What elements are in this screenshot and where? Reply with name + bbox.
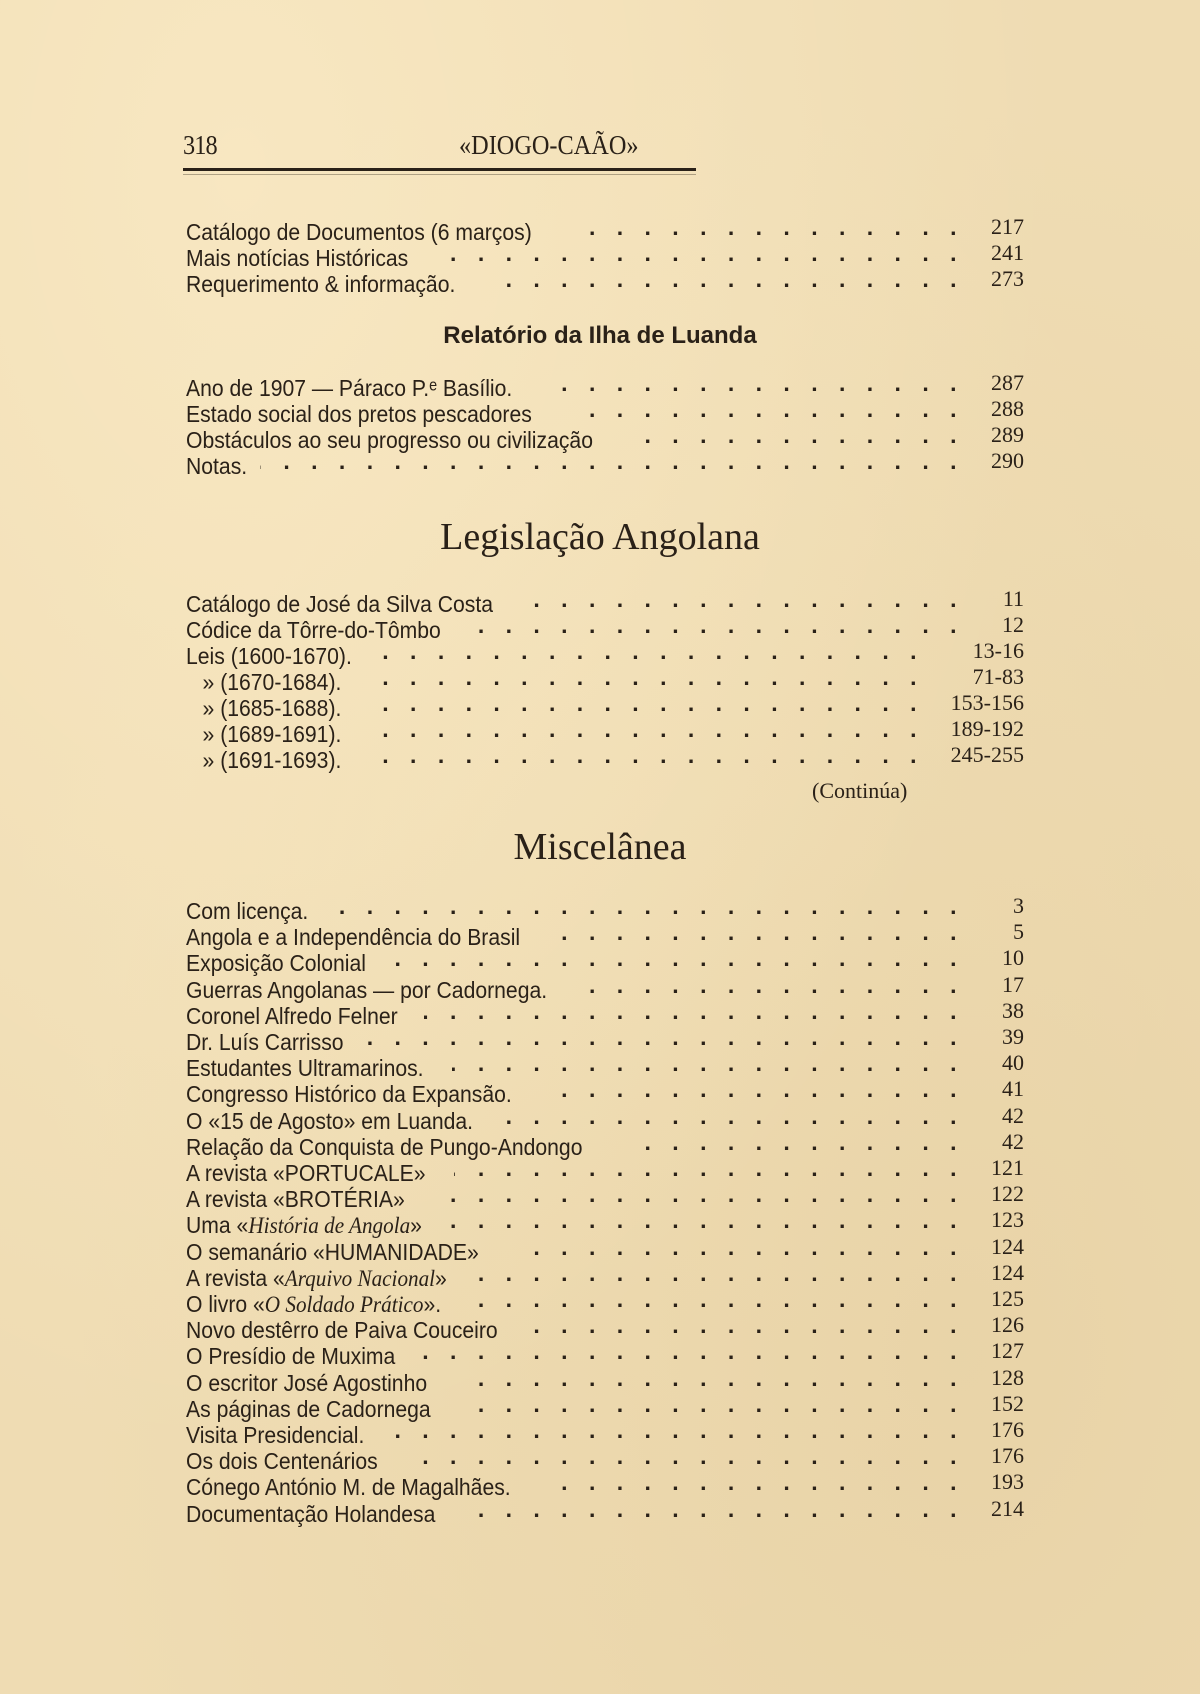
toc-entry [186, 638, 1024, 669]
title-italic: História de Angola [248, 1213, 411, 1238]
dot-leader [549, 370, 964, 396]
toc-entry [186, 893, 1024, 924]
toc-entry-page: 287 [991, 370, 1024, 395]
toc-entry [186, 1260, 1024, 1291]
toc-entry-title: Dr. Luís Carrisso [186, 1029, 344, 1055]
running-head [183, 128, 696, 171]
title-italic: O Soldado Prático [264, 1292, 424, 1317]
toc-entry-page: 71-83 [972, 664, 1024, 689]
dot-leader [625, 1129, 964, 1155]
toc-entry-title: Os dois Centenários [186, 1448, 378, 1474]
toc-entry [186, 1103, 1024, 1134]
toc-entry-page: 38 [1002, 998, 1024, 1023]
toc-entry-page: 176 [991, 1443, 1024, 1468]
toc-entry-page: 39 [1002, 1024, 1024, 1049]
dot-leader [374, 638, 924, 664]
toc-entry-title: As páginas de Cadornega [186, 1396, 431, 1422]
title-italic: Arquivo Nacional [284, 1266, 436, 1291]
dot-leader [436, 240, 964, 266]
toc-entry [186, 1365, 1024, 1396]
toc-entry-title: Catálogo de Documentos (6 marços) [186, 219, 532, 245]
toc-entry [186, 1391, 1024, 1422]
toc-entry-page: 42 [1002, 1103, 1024, 1128]
dot-leader [557, 919, 964, 945]
toc-entry-page: 40 [1002, 1050, 1024, 1075]
toc-entry-page: 241 [991, 240, 1024, 265]
toc-entry [186, 945, 1024, 976]
toc-entry [186, 1417, 1024, 1448]
toc-entry-title: » (1689-1691). [202, 721, 342, 747]
toc-entry [186, 972, 1024, 1003]
toc-entry-title: » (1691-1693). [202, 747, 342, 773]
toc-entry-title: Exposição Colonial [186, 950, 366, 976]
continued-note: (Continúa) [812, 778, 908, 803]
toc-entry-title: A revista «BROTÉRIA» [186, 1186, 405, 1212]
toc-entry-page: 127 [991, 1338, 1024, 1363]
toc-entry-page: 189-192 [950, 716, 1024, 741]
toc-entry [186, 1496, 1024, 1527]
toc-entry [186, 1469, 1024, 1500]
dot-leader [528, 586, 964, 612]
toc-entry [186, 1076, 1024, 1107]
toc-entry [186, 1338, 1024, 1369]
toc-entry-page: 273 [991, 266, 1024, 291]
toc-entry [186, 1181, 1024, 1212]
page-number: 318 [183, 130, 217, 160]
toc-entry [186, 612, 1024, 643]
toc-entry-page: 128 [991, 1365, 1024, 1390]
dot-leader [512, 1234, 964, 1260]
toc-entry-title: » (1670-1684). [202, 669, 342, 695]
dot-leader [465, 1496, 964, 1522]
toc-entry-page: 290 [991, 448, 1024, 473]
toc-entry-title: Requerimento & informação. [186, 271, 456, 297]
toc-entry-title: Ano de 1907 — Páraco P.ᵉ Basílio. [186, 375, 513, 401]
toc-entry [186, 1286, 1024, 1317]
toc-entry [186, 1207, 1024, 1238]
title-suffix: » [410, 1212, 422, 1238]
toc-entry-title: Códice da Tôrre-do-Tômbo [186, 617, 441, 643]
dot-leader [506, 1103, 964, 1129]
toc-entry [186, 664, 1024, 695]
toc-entry-page: 124 [991, 1260, 1024, 1285]
dot-leader [547, 1469, 964, 1495]
title-prefix: Uma « [186, 1212, 249, 1238]
dot-leader [422, 1338, 964, 1364]
toc-entry-title: O semanário «HUMANIDADE» [186, 1239, 479, 1265]
toc-entry-page: 245-255 [950, 742, 1024, 767]
section-heading-relatorio: Relatório da Ilha de Luanda [443, 322, 757, 349]
toc-entry [186, 586, 1024, 617]
toc-entry [186, 690, 1024, 721]
toc-entry-page: 5 [1013, 919, 1024, 944]
toc-entry-title: Leis (1600-1670). [186, 643, 352, 669]
toc-entry-title: O escritor José Agostinho [186, 1370, 428, 1396]
dot-leader [570, 396, 964, 422]
toc-entry-title: Coronel Alfredo Felner [186, 1003, 398, 1029]
toc-entry-title: O «15 de Agosto» em Luanda. [186, 1108, 474, 1134]
toc-entry [186, 998, 1024, 1029]
dot-leader [424, 998, 964, 1024]
toc-entry [186, 396, 1024, 427]
dot-leader [363, 716, 924, 742]
toc-entry [186, 266, 1024, 297]
section-heading-miscelanea: Miscelânea [513, 826, 687, 868]
dot-leader [533, 1312, 964, 1338]
dot-leader [587, 972, 964, 998]
toc-entry [186, 919, 1024, 950]
toc-entry-title: O Presídio de Muxima [186, 1343, 396, 1369]
toc-entry [186, 716, 1024, 747]
title-prefix: O livro « [186, 1291, 265, 1317]
toc-entry-page: 42 [1002, 1129, 1024, 1154]
toc-entry-page: 152 [991, 1391, 1024, 1416]
toc-entry-page: 214 [991, 1496, 1024, 1521]
toc-entry-title: Com licença. [186, 898, 309, 924]
dot-leader [636, 422, 964, 448]
dot-leader [478, 1260, 964, 1286]
toc-entry-title: » (1685-1688). [202, 695, 342, 721]
toc-entry-title: Angola e a Independência do Brasil [186, 924, 521, 950]
dot-leader [460, 1391, 964, 1417]
dot-leader [456, 1365, 964, 1391]
dot-leader [388, 1417, 964, 1443]
toc-entry-page: 289 [991, 422, 1024, 447]
toc-entry-page: 3 [1013, 893, 1024, 918]
toc-entry-title: Visita Presidencial. [186, 1422, 365, 1448]
dot-leader [454, 1155, 964, 1181]
toc-entry-page: 17 [1002, 972, 1024, 997]
toc-entry-page: 123 [991, 1207, 1024, 1232]
toc-entry-page: 10 [1002, 945, 1024, 970]
toc-entry [186, 214, 1024, 245]
toc-entry-title: Congresso Histórico da Expansão. [186, 1081, 512, 1107]
toc-entry [186, 1050, 1024, 1081]
toc-entry [186, 240, 1024, 271]
toc-entry-page: 122 [991, 1181, 1024, 1206]
toc-entry-page: 193 [991, 1469, 1024, 1494]
dot-leader [402, 1443, 964, 1469]
toc-entry [186, 1024, 1024, 1055]
toc-entry [186, 1234, 1024, 1265]
toc-entry-title: Documentação Holandesa [186, 1501, 436, 1527]
toc-entry-title: Estado social dos pretos pescadores [186, 401, 532, 427]
dot-leader [570, 214, 964, 240]
toc-entry-page: 125 [991, 1286, 1024, 1311]
toc-entry [186, 1129, 1024, 1160]
dot-leader [452, 1050, 964, 1076]
toc-entry-page: 176 [991, 1417, 1024, 1442]
toc-entry [186, 370, 1024, 401]
toc-entry-title: Guerras Angolanas — por Cadornega. [186, 977, 548, 1003]
toc-entry-title: Mais notícias Históricas [186, 245, 409, 271]
toc-entry-title: Estudantes Ultramarinos. [186, 1055, 424, 1081]
dot-leader [363, 664, 924, 690]
dot-leader [471, 612, 964, 638]
toc-entry-page: 126 [991, 1312, 1024, 1337]
toc-entry-title: Novo destêrro de Paiva Couceiro [186, 1317, 498, 1343]
title-prefix: A revista « [186, 1265, 285, 1291]
toc-entry [186, 1443, 1024, 1474]
dot-leader [471, 1286, 964, 1312]
toc-entry-page: 11 [1002, 586, 1024, 611]
toc-entry [186, 448, 1024, 479]
dot-leader [327, 893, 964, 919]
toc-entry-page: 41 [1002, 1076, 1024, 1101]
toc-entry-page: 121 [991, 1155, 1024, 1180]
toc-entry [186, 1155, 1024, 1186]
toc-entry-page: 12 [1002, 612, 1024, 637]
section-heading-legislacao: Legislação Angolana [440, 516, 760, 558]
toc-entry-page: 288 [991, 396, 1024, 421]
dot-leader [450, 1207, 964, 1233]
toc-entry-title: A revista «PORTUCALE» [186, 1160, 426, 1186]
toc-entry-title: Relação da Conquista de Pungo-Andongo [186, 1134, 583, 1160]
toc-entry-page: 13-16 [972, 638, 1024, 663]
dot-leader [363, 742, 924, 768]
dot-leader [390, 945, 964, 971]
toc-entry-title: Catálogo de José da Silva Costa [186, 591, 494, 617]
toc-entry [186, 1312, 1024, 1343]
dot-leader [363, 690, 924, 716]
dot-leader [548, 1076, 964, 1102]
toc-entry-title: Obstáculos ao seu progresso ou civilização [186, 427, 593, 453]
toc-entry-title: Notas. [186, 453, 248, 479]
toc-entry-title: Cónego António M. de Magalhães. [186, 1474, 511, 1500]
toc-entry [186, 422, 1024, 453]
journal-title: «DIOGO-CAÃO» [459, 130, 639, 160]
dot-leader [432, 1181, 964, 1207]
toc-entry-page: 217 [991, 214, 1024, 239]
toc-entry-page: 153-156 [950, 690, 1024, 715]
title-suffix: ». [423, 1291, 442, 1317]
toc-entry-page: 124 [991, 1234, 1024, 1259]
title-suffix: » [435, 1265, 447, 1291]
dot-leader [260, 448, 964, 474]
dot-leader [365, 1024, 964, 1050]
toc-entry [186, 742, 1024, 773]
dot-leader [487, 266, 964, 292]
